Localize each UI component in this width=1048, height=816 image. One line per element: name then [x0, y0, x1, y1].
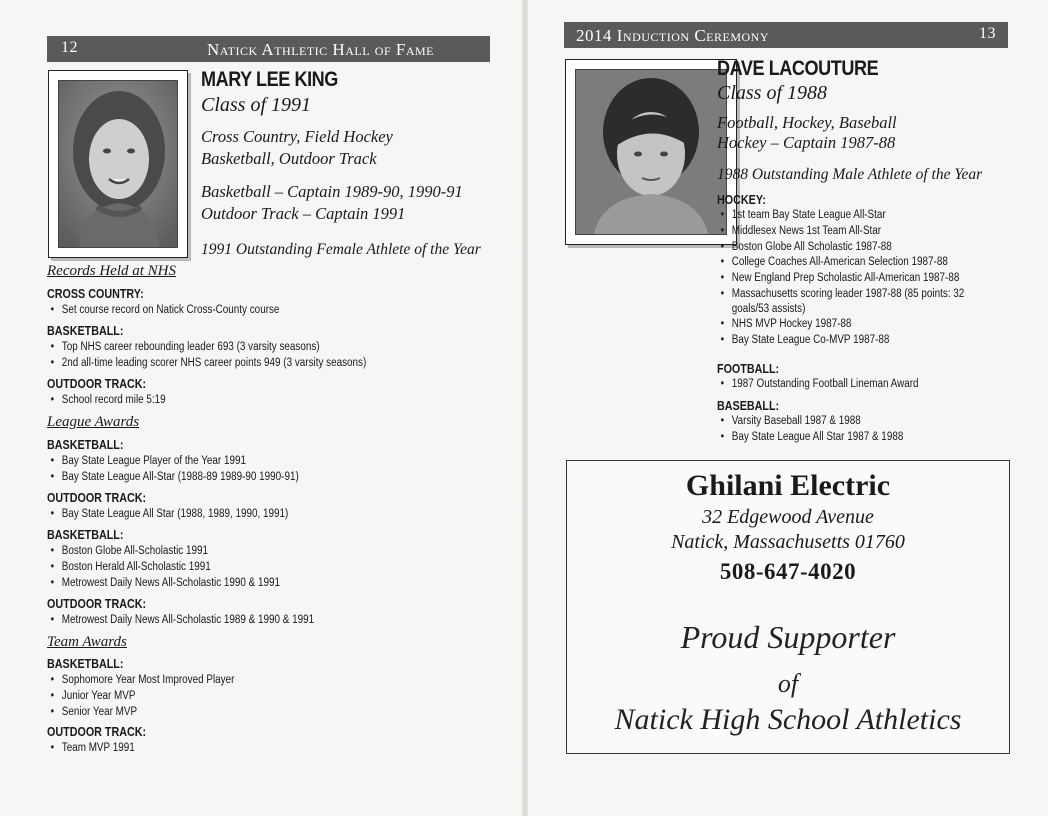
list-item: • Boston Globe All-Scholastic 1991	[48, 544, 280, 560]
class-of-king: Class of 1991	[201, 94, 312, 116]
league-cat-1: OUTDOOR TRACK:	[47, 491, 147, 505]
list-item: • Boston Globe All Scholastic 1987-88	[718, 240, 967, 256]
right-header-bar	[564, 22, 1008, 48]
team-cat-1: OUTDOOR TRACK:	[47, 725, 147, 739]
ad-business-name: Ghilani Electric	[685, 469, 891, 502]
captain-line2-king: Outdoor Track – Captain 1991	[201, 204, 406, 223]
league-list-3	[48, 613, 357, 629]
sports-line2-lacouture: Hockey – Captain 1987-88	[717, 133, 896, 152]
sponsor-ad	[566, 460, 1010, 754]
team-list-1	[48, 741, 149, 757]
honors-list-2	[718, 414, 933, 446]
inductee-photo-king	[48, 70, 188, 258]
league-cat-0: BASKETBALL:	[47, 438, 124, 452]
list-item: • Bay State League Player of the Year 1991	[48, 454, 299, 470]
portrait-lacouture-image	[576, 70, 726, 234]
list-item: • Bay State League All Star 1987 & 1988	[718, 430, 903, 446]
inductee-photo-lacouture	[565, 59, 737, 245]
team-cat-0: BASKETBALL:	[47, 657, 124, 671]
records-list-2	[48, 393, 185, 409]
inductee-name-lacouture: DAVE LACOUTURE	[717, 57, 879, 80]
honors-cat-0: HOCKEY:	[717, 193, 766, 207]
league-list-2	[48, 544, 318, 591]
list-item: • NHS MVP Hockey 1987-88	[718, 317, 967, 333]
honors-list-0	[718, 208, 1008, 349]
league-cat-3: OUTDOOR TRACK:	[47, 597, 147, 611]
captain-line1-king: Basketball – Captain 1989-90, 1990-91	[201, 182, 463, 201]
records-heading: Records Held at NHS	[47, 263, 177, 279]
sports-line1-king: Cross Country, Field Hockey	[201, 127, 393, 146]
sports-line2-king: Basketball, Outdoor Track	[201, 149, 377, 168]
list-item: • Sophomore Year Most Improved Player	[48, 673, 234, 689]
portrait-king-image	[59, 81, 177, 247]
records-cat-1: BASKETBALL:	[47, 324, 124, 338]
ad-phone: 508-647-4020	[719, 559, 857, 584]
left-page	[0, 0, 522, 816]
photo-image-lacouture	[575, 69, 727, 235]
photo-image-king	[58, 80, 178, 248]
right-header-title: 2014 Induction Ceremony	[576, 26, 769, 45]
records-list-0	[48, 303, 317, 319]
honors-cat-1: FOOTBALL:	[717, 362, 780, 376]
list-item: • Varsity Baseball 1987 & 1988	[718, 414, 903, 430]
honors-list-1	[718, 377, 951, 393]
left-header-title: Natick Athletic Hall of Fame	[207, 40, 434, 59]
list-item: • Middlesex News 1st Team All-Star	[718, 224, 967, 240]
left-header-bar	[47, 36, 490, 62]
right-page-number: 13	[979, 25, 996, 42]
list-item: • Junior Year MVP	[48, 689, 234, 705]
records-cat-2: OUTDOOR TRACK:	[47, 377, 147, 391]
list-item: • Team MVP 1991	[48, 741, 135, 757]
ad-street: 32 Edgewood Avenue	[702, 506, 874, 528]
ad-script-line2: of	[777, 669, 799, 698]
league-heading: League Awards	[47, 414, 140, 430]
ad-script-line3: Natick High School Athletics	[614, 703, 962, 736]
ad-script-line1: Proud Supporter	[680, 619, 896, 655]
honors-cat-2: BASEBALL:	[717, 399, 780, 413]
award-king: 1991 Outstanding Female Athlete of the Year	[201, 241, 481, 258]
class-of-lacouture: Class of 1988	[717, 82, 828, 104]
left-page-number: 12	[61, 39, 78, 56]
team-heading: Team Awards	[47, 634, 127, 650]
list-item: • 1987 Outstanding Football Lineman Award	[718, 377, 919, 393]
list-item: • 1st team Bay State League All-Star	[718, 208, 967, 224]
list-item: • Boston Herald All-Scholastic 1991	[48, 560, 280, 576]
list-item: • Metrowest Daily News All-Scholastic 1989 & 1990 & 1991	[48, 613, 314, 629]
league-list-0	[48, 454, 340, 486]
list-item: • Bay State League All Star (1988, 1989, 1990, 1991)	[48, 507, 288, 523]
sports-line1-lacouture: Football, Hockey, Baseball	[717, 113, 897, 132]
list-item: • Massachusetts scoring leader 1987-88 (85 points: 32 goals/53 assists)	[718, 287, 990, 317]
list-item: • Metrowest Daily News All-Scholastic 1990 & 1991	[48, 576, 280, 592]
list-item: • New England Prep Scholastic All-American 1987-88	[718, 271, 967, 287]
list-item: • Top NHS career rebounding leader 693 (3 varsity seasons)	[48, 340, 366, 356]
records-cat-0: CROSS COUNTRY:	[47, 287, 144, 301]
list-item: • Bay State League All-Star (1988-89 1989-90 1990-91)	[48, 470, 299, 486]
team-list-0	[48, 673, 265, 720]
list-item: • School record mile 5:19	[48, 393, 166, 409]
league-cat-2: BASKETBALL:	[47, 528, 124, 542]
list-item: • Bay State League Co-MVP 1987-88	[718, 333, 967, 349]
records-list-1	[48, 340, 418, 372]
ad-city: Natick, Massachusetts 01760	[671, 531, 905, 553]
list-item: • College Coaches All-American Selection 1987-88	[718, 255, 967, 271]
league-list-1	[48, 507, 327, 523]
inductee-name-king: MARY LEE KING	[201, 68, 338, 91]
list-item: • Senior Year MVP	[48, 705, 234, 721]
award-lacouture: 1988 Outstanding Male Athlete of the Year	[717, 166, 983, 183]
list-item: • 2nd all-time leading scorer NHS career points 949 (3 varsity seasons)	[48, 356, 366, 372]
list-item: • Set course record on Natick Cross-County course	[48, 303, 279, 319]
